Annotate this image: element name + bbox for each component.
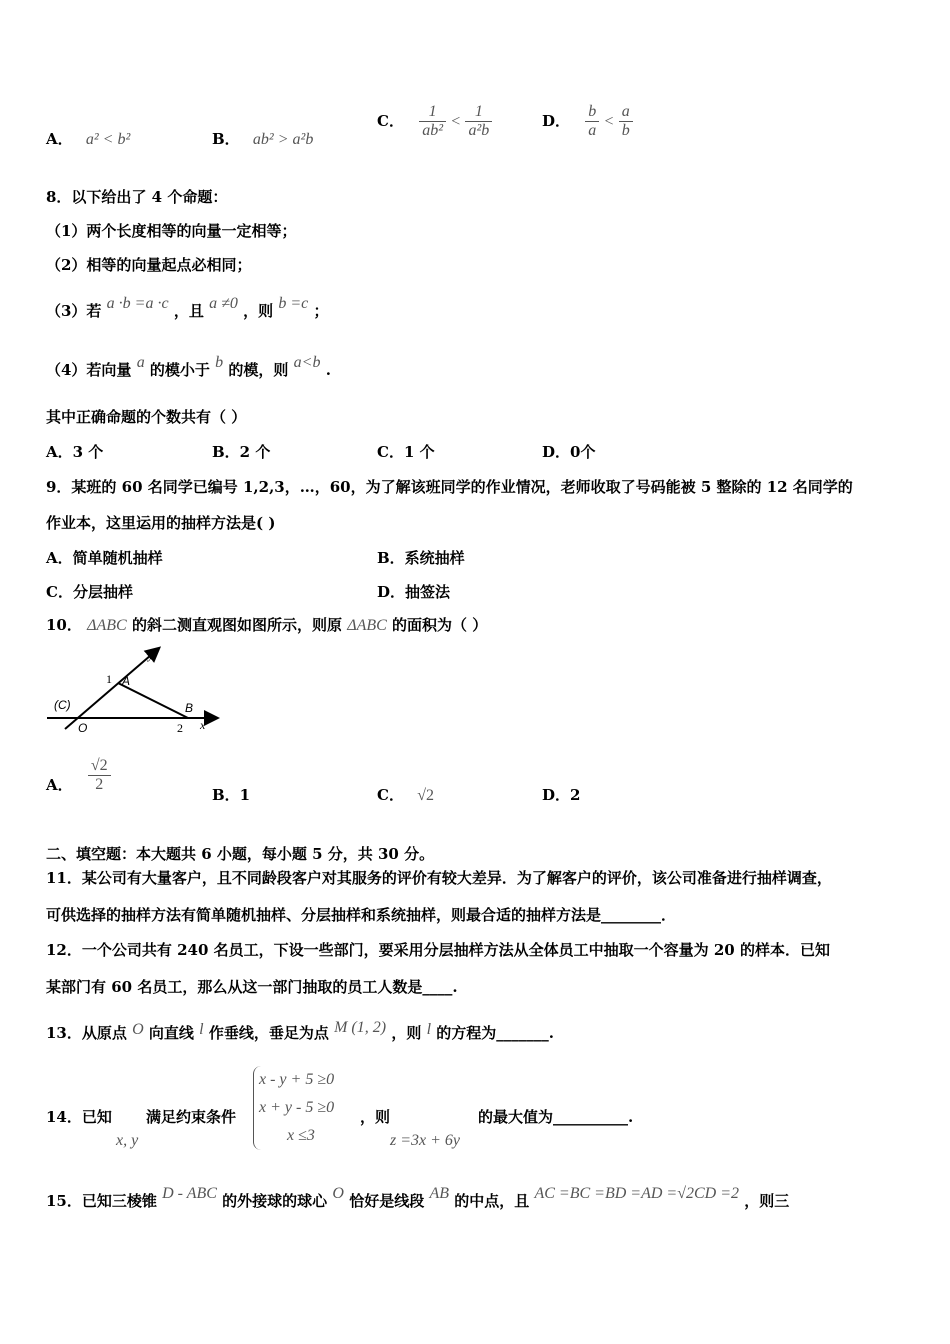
q8-p4-math-2: b bbox=[215, 354, 224, 371]
label-x: x bbox=[200, 718, 206, 732]
q8-option-d: D．0个 bbox=[542, 443, 596, 461]
q10-stem bbox=[46, 614, 487, 635]
q14-vars: x, y bbox=[116, 1132, 139, 1149]
q7-option-b bbox=[212, 128, 313, 149]
q15 bbox=[46, 1185, 790, 1211]
q10-option-c-expr: √2 bbox=[417, 787, 434, 804]
q7-option-c-den1: ab² bbox=[422, 122, 443, 140]
q13-text-d: ，则 bbox=[391, 1024, 422, 1042]
q8-p4-text-b: 的模小于 bbox=[149, 361, 210, 379]
q7-option-a-expr: a² < b² bbox=[85, 131, 131, 148]
q9-option-a: A．简单随机抽样 bbox=[46, 549, 163, 567]
q10-math-1: ΔABC bbox=[87, 617, 127, 634]
q13-text-e: 的方程为_______. bbox=[436, 1024, 554, 1042]
q13-text-b: 向直线 bbox=[148, 1024, 194, 1042]
q15-text-c: 恰好是线段 bbox=[349, 1192, 425, 1210]
q10-option-a-den: 2 bbox=[95, 776, 104, 794]
q13-math-l2: l bbox=[426, 1021, 432, 1038]
q7-option-c-frac1 bbox=[419, 103, 446, 141]
q8-option-c: C．1 个 bbox=[377, 443, 435, 461]
q8-p3-math-3: b =c bbox=[278, 295, 309, 312]
q9-line-2: 作业本，这里运用的抽样方法是( ) bbox=[46, 514, 276, 532]
q7-option-d-op: < bbox=[604, 112, 614, 130]
q15-math-ab: AB bbox=[429, 1185, 449, 1202]
q7-option-c-op: < bbox=[451, 112, 461, 130]
q14-text-a: 14．已知 bbox=[46, 1108, 112, 1126]
segment-ab bbox=[118, 683, 188, 718]
q7-option-d-frac1 bbox=[585, 103, 599, 141]
q10-text-a: 10． bbox=[46, 616, 82, 634]
q13-text-c: 作垂线，垂足为点 bbox=[208, 1024, 329, 1042]
q14-constraint-3: x ≤3 bbox=[287, 1127, 315, 1144]
q8-p4-math-1: a bbox=[136, 354, 145, 371]
q14-text-d: 的最大值为__________. bbox=[478, 1108, 634, 1126]
q12-line-1: 12．一个公司共有 240 名员工，下设一些部门，要采用分层抽样方法从全体员工中抽取一个容量为 20 的样本．已知 bbox=[46, 941, 830, 959]
label-one: 1 bbox=[106, 672, 112, 686]
q7-option-c-frac2 bbox=[465, 103, 492, 141]
q7-option-a bbox=[46, 128, 130, 149]
q15-text-e: ，则三 bbox=[744, 1192, 790, 1210]
q8-p4-text-c: 的模，则 bbox=[228, 361, 289, 379]
q8-proposition-2: （2）相等的向量起点必相同； bbox=[46, 256, 252, 274]
label-two: 2 bbox=[177, 721, 183, 735]
q8-p3-math-2: a ≠0 bbox=[209, 295, 238, 312]
q8-p3-text-c: ，则 bbox=[243, 302, 274, 320]
q9-line-1: 9．某班的 60 名同学已编号 1,2,3，…，60，为了解该班同学的作业情况，老师收取了号码能被 5 整除的 12 名同学的 bbox=[46, 478, 853, 496]
q10-option-d: D．2 bbox=[542, 786, 581, 804]
q10-oblique-figure bbox=[40, 643, 230, 738]
q8-stem: 8．以下给出了 4 个命题： bbox=[46, 188, 228, 206]
q14-constraint-2: x + y - 5 ≥0 bbox=[259, 1099, 335, 1116]
q15-text-b: 的外接球的球心 bbox=[222, 1192, 328, 1210]
q15-math-pyramid: D - ABC bbox=[162, 1185, 217, 1202]
q11-line-1: 11．某公司有大量客户，且不同龄段客户对其服务的评价有较大差异．为了解客户的评价，该公司准备进行抽样调查， bbox=[46, 869, 832, 887]
q14-constraint-1: x - y + 5 ≥0 bbox=[259, 1071, 335, 1088]
q8-proposition-3 bbox=[46, 295, 329, 321]
q7-option-d-num2: a bbox=[619, 103, 633, 122]
q14-text-c: ，则 bbox=[360, 1108, 391, 1126]
q13-math-point: M (1, 2) bbox=[334, 1019, 387, 1036]
q14-objective: z =3x + 6y bbox=[390, 1132, 461, 1149]
q9-option-d: D．抽签法 bbox=[377, 583, 451, 601]
label-b: B bbox=[185, 701, 194, 715]
q10-option-b: B．1 bbox=[212, 786, 251, 804]
q10-option-a bbox=[46, 757, 111, 795]
section-2-heading: 二、填空题：本大题共 6 小题，每小题 5 分，共 30 分。 bbox=[46, 845, 435, 863]
q15-math-lengths: AC =BC =BD =AD =√2CD =2 bbox=[534, 1185, 740, 1202]
q8-p3-text-d: ； bbox=[313, 302, 329, 320]
q8-p4-text-d: . bbox=[325, 361, 331, 379]
q7-option-c-num2: 1 bbox=[465, 103, 492, 122]
q11-line-2: 可供选择的抽样方法有简单随机抽样、分层抽样和系统抽样，则最合适的抽样方法是________． bbox=[46, 906, 677, 924]
q10-math-2: ΔABC bbox=[347, 617, 387, 634]
label-o: O bbox=[78, 721, 88, 735]
q7-option-a-letter: A． bbox=[46, 130, 73, 148]
q14-constraint-system bbox=[253, 1066, 369, 1150]
q14-text-b: 满足约束条件 bbox=[146, 1108, 237, 1126]
q10-option-a-letter: A． bbox=[46, 775, 73, 794]
q7-option-b-expr: ab² > a²b bbox=[252, 131, 314, 148]
label-a: A bbox=[122, 674, 131, 688]
q7-option-d-num1: b bbox=[585, 103, 599, 122]
q7-option-d-frac2 bbox=[619, 103, 633, 141]
q7-option-d-den2: b bbox=[621, 122, 630, 140]
q13 bbox=[46, 1019, 554, 1043]
q15-text-d: 的中点，且 bbox=[454, 1192, 530, 1210]
label-c: (C) bbox=[54, 698, 71, 712]
q10-option-a-frac bbox=[88, 757, 111, 795]
q9-option-c: C．分层抽样 bbox=[46, 583, 133, 601]
q10-text-b: 的斜二测直观图如图所示，则原 bbox=[131, 616, 342, 634]
q9-option-b: B．系统抽样 bbox=[377, 549, 465, 567]
q13-math-l: l bbox=[199, 1021, 204, 1038]
q7-option-b-letter: B． bbox=[212, 130, 240, 148]
q13-math-o: O bbox=[132, 1021, 144, 1038]
q10-option-c-letter: C． bbox=[377, 786, 404, 804]
q15-math-o: O bbox=[332, 1185, 344, 1202]
q10-text-c: 的面积为（ ） bbox=[392, 616, 488, 634]
q8-p4-text-a: （4）若向量 bbox=[46, 361, 132, 379]
label-y: y bbox=[148, 648, 154, 662]
q8-p3-text-a: （3）若 bbox=[46, 302, 102, 320]
q8-proposition-4 bbox=[46, 354, 331, 380]
q15-text-a: 15．已知三棱锥 bbox=[46, 1192, 157, 1210]
q7-option-c-letter: C． bbox=[377, 111, 404, 130]
q7-option-c-den2: a²b bbox=[468, 122, 490, 140]
q8-p3-math-1: a ·b =a ·c bbox=[106, 295, 169, 312]
q12-line-2: 某部门有 60 名员工，那么从这一部门抽取的员工人数是____. bbox=[46, 978, 458, 996]
q8-proposition-1: （1）两个长度相等的向量一定相等； bbox=[46, 222, 297, 240]
q8-p3-text-b: ，且 bbox=[173, 302, 204, 320]
q7-option-d bbox=[542, 103, 633, 141]
q7-option-d-letter: D． bbox=[542, 111, 571, 130]
q13-text-a: 13．从原点 bbox=[46, 1024, 127, 1042]
q10-option-c bbox=[377, 784, 434, 805]
q7-option-c-num1: 1 bbox=[419, 103, 446, 122]
q8-p4-math-3: a<b bbox=[293, 354, 321, 371]
q10-option-a-num: √2 bbox=[88, 757, 111, 776]
q8-option-b: B．2 个 bbox=[212, 443, 271, 461]
q7-option-c bbox=[377, 103, 492, 141]
q7-option-d-den1: a bbox=[588, 122, 597, 140]
q8-option-a: A．3 个 bbox=[46, 443, 104, 461]
q8-question: 其中正确命题的个数共有（ ） bbox=[46, 408, 247, 426]
